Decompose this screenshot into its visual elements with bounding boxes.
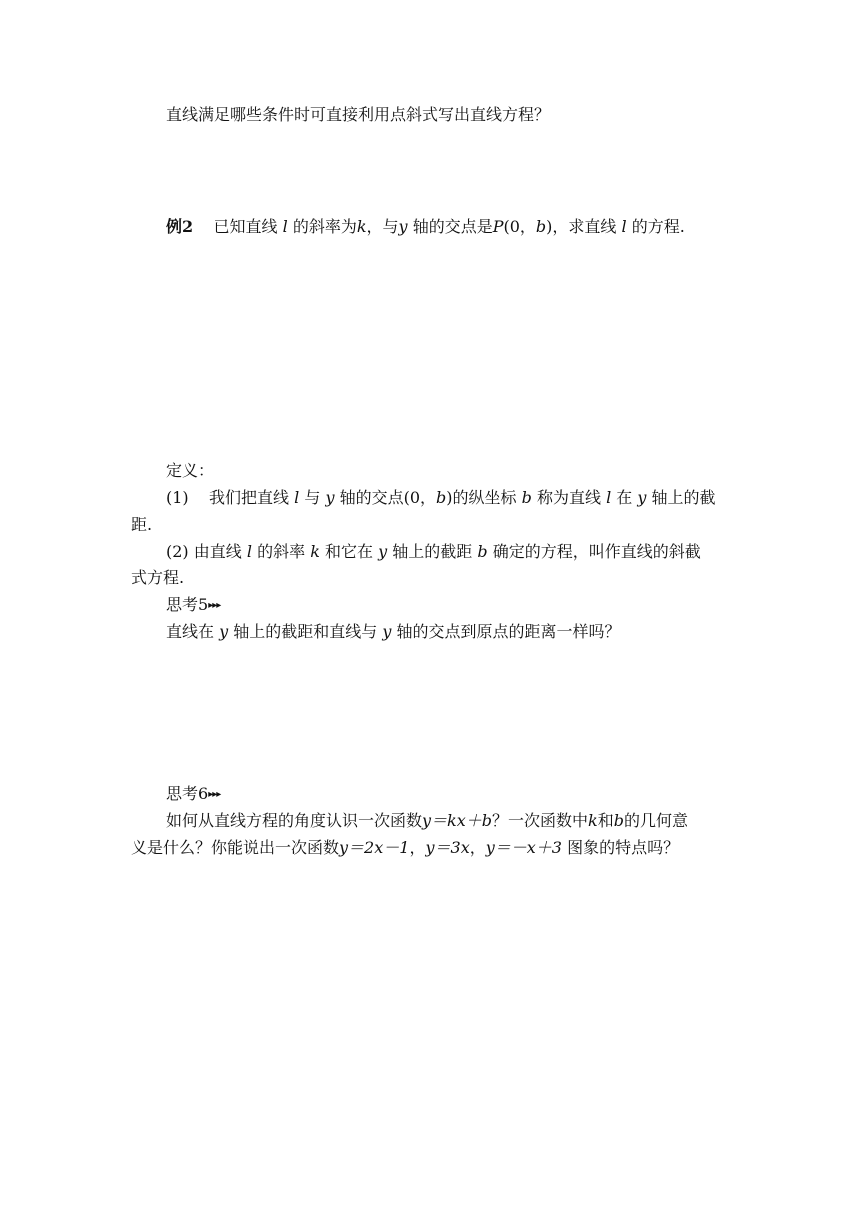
definition-item-2-cont: 式方程. — [131, 568, 185, 587]
definition-item-2: (2) 由直线 l 的斜率 k 和它在 y 轴上的截距 b 确定的方程，叫作直线的斜截 — [166, 542, 701, 561]
triple-arrow-icon: ▸▸▸ — [208, 789, 221, 800]
triple-arrow-icon: ▸▸▸ — [208, 600, 221, 611]
definition-item-1-cont: 距. — [131, 515, 153, 534]
think-6-heading: 思考6▸▸▸ — [166, 784, 221, 803]
example-label: 例2 — [166, 217, 194, 236]
definition-title: 定义： — [166, 461, 215, 480]
question-text: 直线满足哪些条件时可直接利用点斜式写出直线方程？ — [166, 105, 551, 124]
example-2: 例2 已知直线 l 的斜率为k，与y 轴的交点是P(0，b)，求直线 l 的方程. — [166, 217, 685, 236]
think-5-question: 直线在 y 轴上的截距和直线与 y 轴的交点到原点的距离一样吗？ — [166, 622, 621, 641]
think-6-question: 如何从直线方程的角度认识一次函数y＝kx＋b？一次函数中k和b的几何意 — [166, 811, 689, 830]
think-6-question-cont: 义是什么？你能说出一次函数y＝2x－1，y＝3x，y＝－x＋3 图象的特点吗？ — [131, 838, 680, 857]
think-5-heading: 思考5▸▸▸ — [166, 595, 221, 614]
definition-item-1: (1) 我们把直线 l 与 y 轴的交点(0，b)的纵坐标 b 称为直线 l 在 y 轴上的截 — [166, 488, 716, 507]
